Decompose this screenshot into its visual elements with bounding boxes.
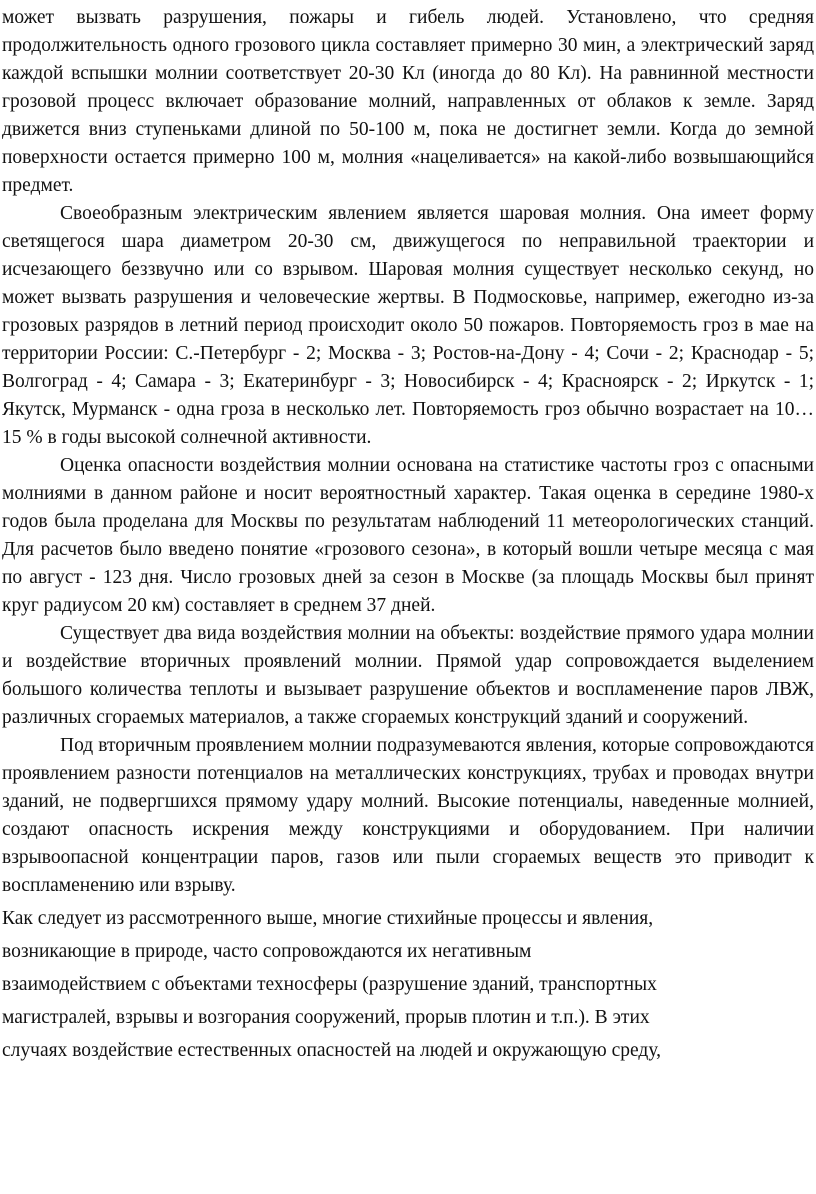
closing-paragraph [2,900,814,1067]
paragraph-impact-types: Существует два вида воздействия молнии на объекты: воздействие прямого удара молнии и воздействие вторичных проявлений молнии. Прямой удар сопровождается выделением большого количества теплоты и вызывает разрушение объектов и воспламенение паров ЛВЖ, различных сгораемых материалов, а также сгораемых конструкций зданий и сооружений. [2,623,814,728]
paragraph-secondary-effects: Под вторичным проявлением молнии подразумеваются явления, которые сопровождаются проявлением разности потенциалов на металлических конструкциях, трубах и проводах внутри зданий, не подвергшихся прямому удару молний. Высокие потенциалы, наведенные молнией, создают опасность искрения между конструкциями и оборудованием. При наличии взрывоопасной концентрации паров, газов или пыли сгораемых веществ это приводит к воспламенению или взрыву. [2,735,814,896]
paragraph-ball-lightning: Своеобразным электрическим явлением является шаровая молния. Она имеет форму светящегося шара диаметром 20-30 см, движущегося по неправильной траектории и исчезающего беззвучно или со взрывом. Шаровая молния существует несколько секунд, но может вызвать разрушения и человеческие жертвы. В Подмосковье, например, ежегодно из-за грозовых разрядов в летний период происходит около 50 пожаров. Повторяемость гроз в мае на территории России: С.-Петербург - 2; Москва - 3; Ростов-на-Дону - 4; Сочи - 2; Краснодар - 5; Волгоград - 4; Самара - 3; Екатеринбург - 3; Новосибирск - 4; Красноярск - 2; Иркутск - 1; Якутск, Мурманск - одна гроза в несколько лет. Повторяемость гроз обычно возрастает на 10…15 % в годы высокой солнечной активности. [2,203,814,448]
closing-line: взаимодействием с объектами техносферы (разрушение зданий, транспортных [2,974,657,995]
closing-line: возникающие в природе, часто сопровождаются их негативным [2,941,532,962]
paragraph-lightning-process: может вызвать разрушения, пожары и гибель людей. Установлено, что средняя продолжительность одного грозового цикла составляет примерно 30 мин, а электрический заряд каждой вспышки молнии соответствует 20-30 Кл (иногда до 80 Кл). На равнинной местности грозовой процесс включает образование молний, направленных от облаков к земле. Заряд движется вниз ступеньками длиной по 50-100 м, пока не достигнет земли. Когда до земной поверхности остается примерно 100 м, молния «нацеливается» на какой-либо возвышающийся предмет. [2,7,814,196]
closing-line: случаях воздействие естественных опасностей на людей и окружающую среду, [2,1040,662,1061]
closing-line: Как следует из рассмотренного выше, многие стихийные процессы и явления, [2,908,654,929]
paragraph-hazard-assessment: Оценка опасности воздействия молнии основана на статистике частоты гроз с опасными молниями в данном районе и носит вероятностный характер. Такая оценка в середине 1980-х годов была проделана для Москвы по результатам наблюдений 11 метеорологических станций. Для расчетов было введено понятие «грозового сезона», в который вошли четыре месяца с мая по август - 123 дня. Число грозовых дней за сезон в Москве (за площадь Москвы был принят круг радиусом 20 км) составляет в среднем 37 дней. [2,455,814,616]
closing-line: магистралей, взрывы и возгорания сооружений, прорыв плотин и т.п.). В этих [2,1007,650,1028]
